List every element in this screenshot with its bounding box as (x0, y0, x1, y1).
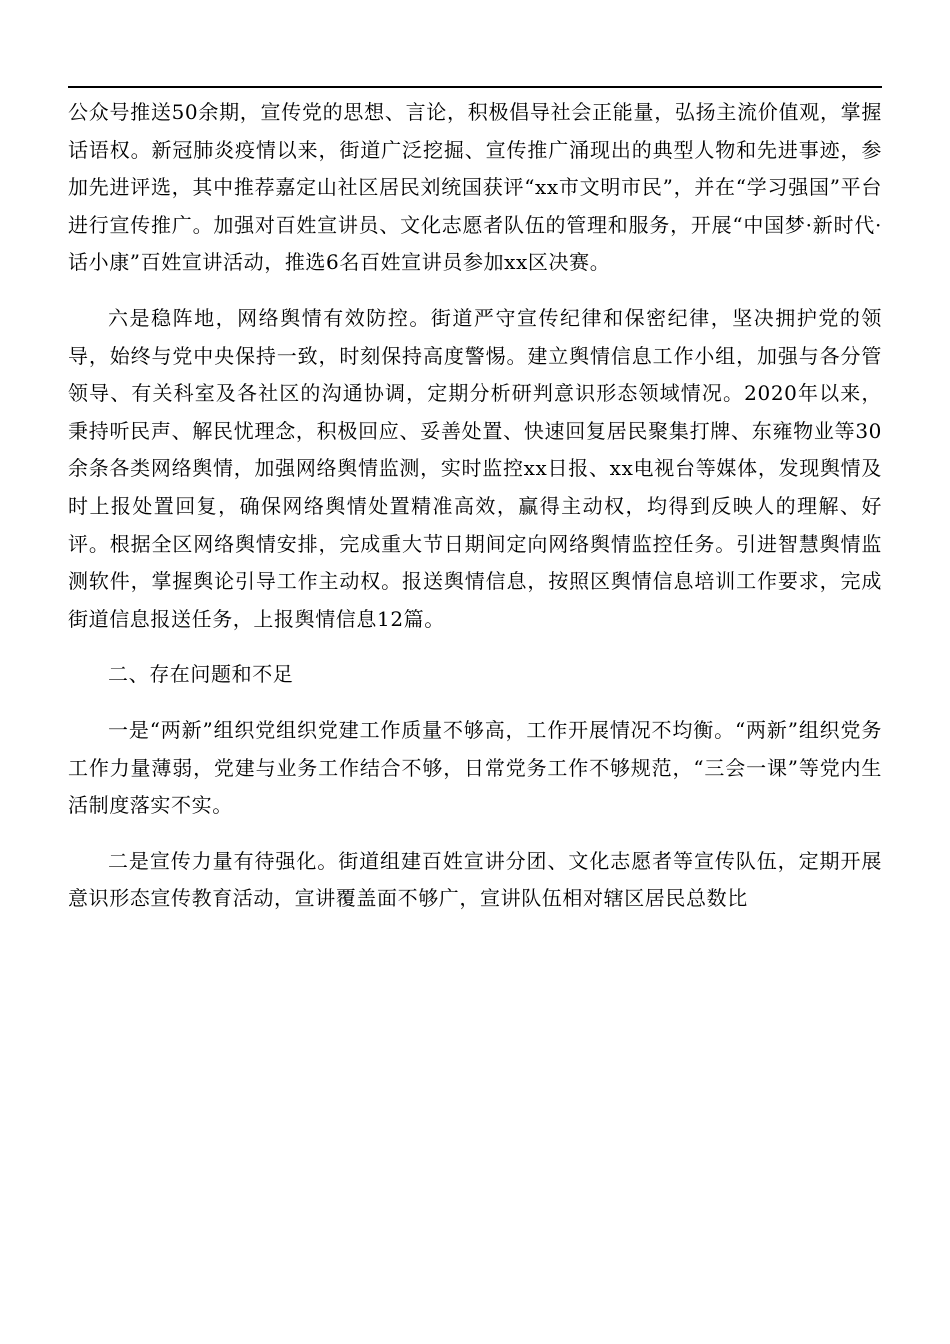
section-heading-problems: 二、存在问题和不足 (108, 662, 294, 687)
paragraph-problem-two: 二是宣传力量有待强化。街道组建百姓宣讲分团、文化志愿者等宣传队伍，定期开展意识形态宣传教育活动，宣讲覆盖面不够广，宣讲队伍相对辖区居民总数比 (68, 848, 882, 911)
paragraph-six-stabilize-position: 六是稳阵地，网络舆情有效防控。街道严守宣传纪律和保密纪律，坚决拥护党的领导，始终与党中央保持一致，时刻保持高度警惕。建立舆情信息工作小组，加强与各分管领导、有关科室及各社区的沟通协调，定期分析研判意识形态领域情况。2020年以来，秉持听民声、解民忧理念，积极回应、妥善处置、快速回复居民聚集打牌、东雍物业等30余条各类网络舆情，加强网络舆情监测，实时监控xx日报、xx电视台等媒体，发现舆情及时上报处置回复，确保网络舆情处置精准高效，赢得主动权，均得到反映人的理解、好评。根据全区网络舆情安排，完成重大节日期间定向网络舆情监控任务。引进智慧舆情监测软件，掌握舆论引导工作主动权。报送舆情信息，按照区舆情信息培训工作要求，完成街道信息报送任务，上报舆情信息12篇。 (68, 305, 882, 631)
paragraph-problem-one: 一是“两新”组织党组织党建工作质量不够高，工作开展情况不均衡。“两新”组织党务工作力量薄弱，党建与业务工作结合不够，日常党务工作不够规范，“三会一课”等党内生活制度落实不实。 (68, 717, 882, 818)
paragraph-continuation: 公众号推送50余期，宣传党的思想、言论，积极倡导社会正能量，弘扬主流价值观，掌握话语权。新冠肺炎疫情以来，街道广泛挖掘、宣传推广涌现出的典型人物和先进事迹，参加先进评选，其中推荐嘉定山社区居民刘统国获评“xx市文明市民”，并在“学习强国”平台进行宣传推广。加强对百姓宣讲员、文化志愿者队伍的管理和服务，开展“中国梦·新时代·话小康”百姓宣讲活动，推选6名百姓宣讲员参加xx区决赛。 (68, 100, 882, 275)
header-rule (68, 86, 882, 88)
document-body (68, 94, 882, 936)
